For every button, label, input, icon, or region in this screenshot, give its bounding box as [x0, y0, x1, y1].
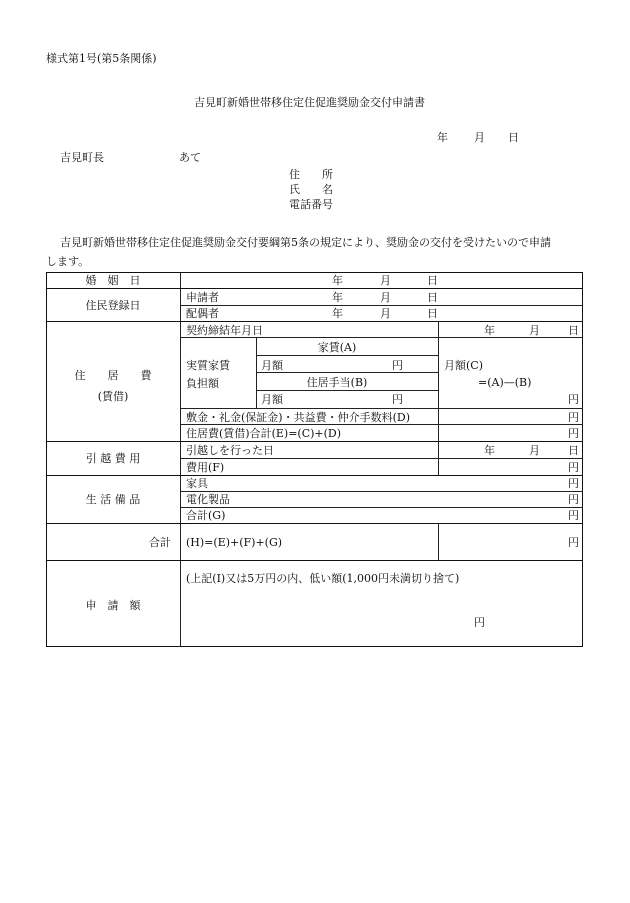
spouse-day-unit: 日 [427, 307, 438, 320]
divider [46, 288, 583, 289]
furniture-label: 家具 [186, 477, 208, 490]
formula-c-label: =(A)—(B) [478, 376, 532, 389]
allowance-monthly-label: 月額 [261, 393, 283, 406]
contract-date-label: 契約締結年月日 [186, 324, 263, 337]
total-e-yen-unit: 円 [568, 427, 579, 440]
divider [46, 560, 583, 561]
divider [180, 458, 583, 459]
rent-monthly-label: 月額 [261, 359, 283, 372]
sum-label: 合計 [149, 536, 171, 549]
deposit-d-yen-unit: 円 [568, 411, 579, 424]
divider [180, 424, 583, 425]
divider [256, 355, 438, 356]
marriage-year-unit: 年 [332, 274, 343, 287]
applicant-day-unit: 日 [427, 291, 438, 304]
total-e-label: 住居費(賃借)合計(E)=(C)+(D) [186, 427, 342, 440]
moved-day-unit: 日 [568, 444, 579, 457]
divider [438, 523, 439, 560]
applicant-label: 申請者 [186, 291, 219, 304]
addressee-ate: あて [179, 151, 201, 164]
divider [46, 321, 583, 322]
divider [180, 337, 583, 338]
sum-formula: (H)=(E)+(F)+(G) [186, 536, 283, 549]
addressee-mayor: 吉見町長 [60, 151, 104, 164]
date-day-label: 日 [508, 131, 519, 144]
furniture-yen-unit: 円 [568, 477, 579, 490]
burden-label: 負担額 [186, 377, 219, 390]
divider [180, 305, 583, 306]
applicant-month-unit: 月 [380, 291, 391, 304]
allowance-b-label: 住居手当(B) [306, 376, 368, 389]
body-text-line1: 吉見町新婚世帯移住定住促進奨励金交付要綱第5条の規定により、奨励金の交付を受けたいので申請 [60, 236, 551, 249]
contract-year-unit: 年 [484, 324, 495, 337]
applicant-year-unit: 年 [332, 291, 343, 304]
monthly-c-yen-unit: 円 [568, 393, 579, 406]
appliances-label: 電化製品 [186, 493, 230, 506]
housing-sublabel: (賃借) [97, 390, 129, 403]
applicant-address-label: 住 所 [289, 168, 333, 181]
moved-date-label: 引越しを行った日 [186, 444, 274, 457]
divider [180, 272, 181, 647]
document-title: 吉見町新婚世帯移住定住促進奨励金交付申請書 [194, 96, 425, 109]
spouse-month-unit: 月 [380, 307, 391, 320]
divider [46, 475, 583, 476]
total-g-label: 合計(G) [186, 509, 226, 522]
divider [180, 408, 583, 409]
marriage-month-unit: 月 [380, 274, 391, 287]
form-number: 様式第1号(第5条関係) [46, 52, 157, 65]
divider [438, 321, 439, 441]
applicant-name-label: 氏 名 [289, 183, 333, 196]
deposit-d-label: 敷金・礼金(保証金)・共益費・仲介手数料(D) [186, 411, 410, 424]
cost-f-yen-unit: 円 [568, 461, 579, 474]
living-label: 生 活 備 品 [85, 493, 141, 506]
date-year-label: 年 [437, 131, 448, 144]
moved-year-unit: 年 [484, 444, 495, 457]
total-g-yen-unit: 円 [568, 509, 579, 522]
date-month-label: 月 [474, 131, 485, 144]
divider [180, 491, 583, 492]
rent-yen-unit: 円 [392, 359, 403, 372]
applicant-phone-label: 電話番号 [289, 198, 333, 211]
housing-label: 住 居 費 [74, 369, 152, 382]
divider [46, 441, 583, 442]
actual-rent-label: 実質家賃 [186, 359, 230, 372]
body-text-line2: します。 [46, 255, 90, 268]
rent-a-label: 家賃(A) [317, 341, 357, 354]
application-table [46, 272, 583, 647]
spouse-label: 配偶者 [186, 307, 219, 320]
contract-day-unit: 日 [568, 324, 579, 337]
appliances-yen-unit: 円 [568, 493, 579, 506]
allowance-yen-unit: 円 [392, 393, 403, 406]
application-amount-label: 申 請 額 [85, 599, 141, 612]
contract-month-unit: 月 [529, 324, 540, 337]
divider [256, 390, 438, 391]
divider [46, 523, 583, 524]
cost-f-label: 費用(F) [186, 461, 225, 474]
moved-month-unit: 月 [529, 444, 540, 457]
resident-registration-label: 住民登録日 [85, 299, 141, 312]
moving-label: 引 越 費 用 [85, 452, 141, 465]
divider [256, 372, 438, 373]
marriage-day-unit: 日 [427, 274, 438, 287]
monthly-c-label: 月額(C) [444, 359, 483, 372]
marriage-date-label: 婚 姻 日 [85, 274, 141, 287]
application-amount-yen-unit: 円 [474, 616, 485, 629]
spouse-year-unit: 年 [332, 307, 343, 320]
divider [180, 507, 583, 508]
sum-yen-unit: 円 [568, 536, 579, 549]
application-amount-note: (上記(I)又は5万円の内、低い額(1,000円未満切り捨て) [186, 572, 460, 585]
